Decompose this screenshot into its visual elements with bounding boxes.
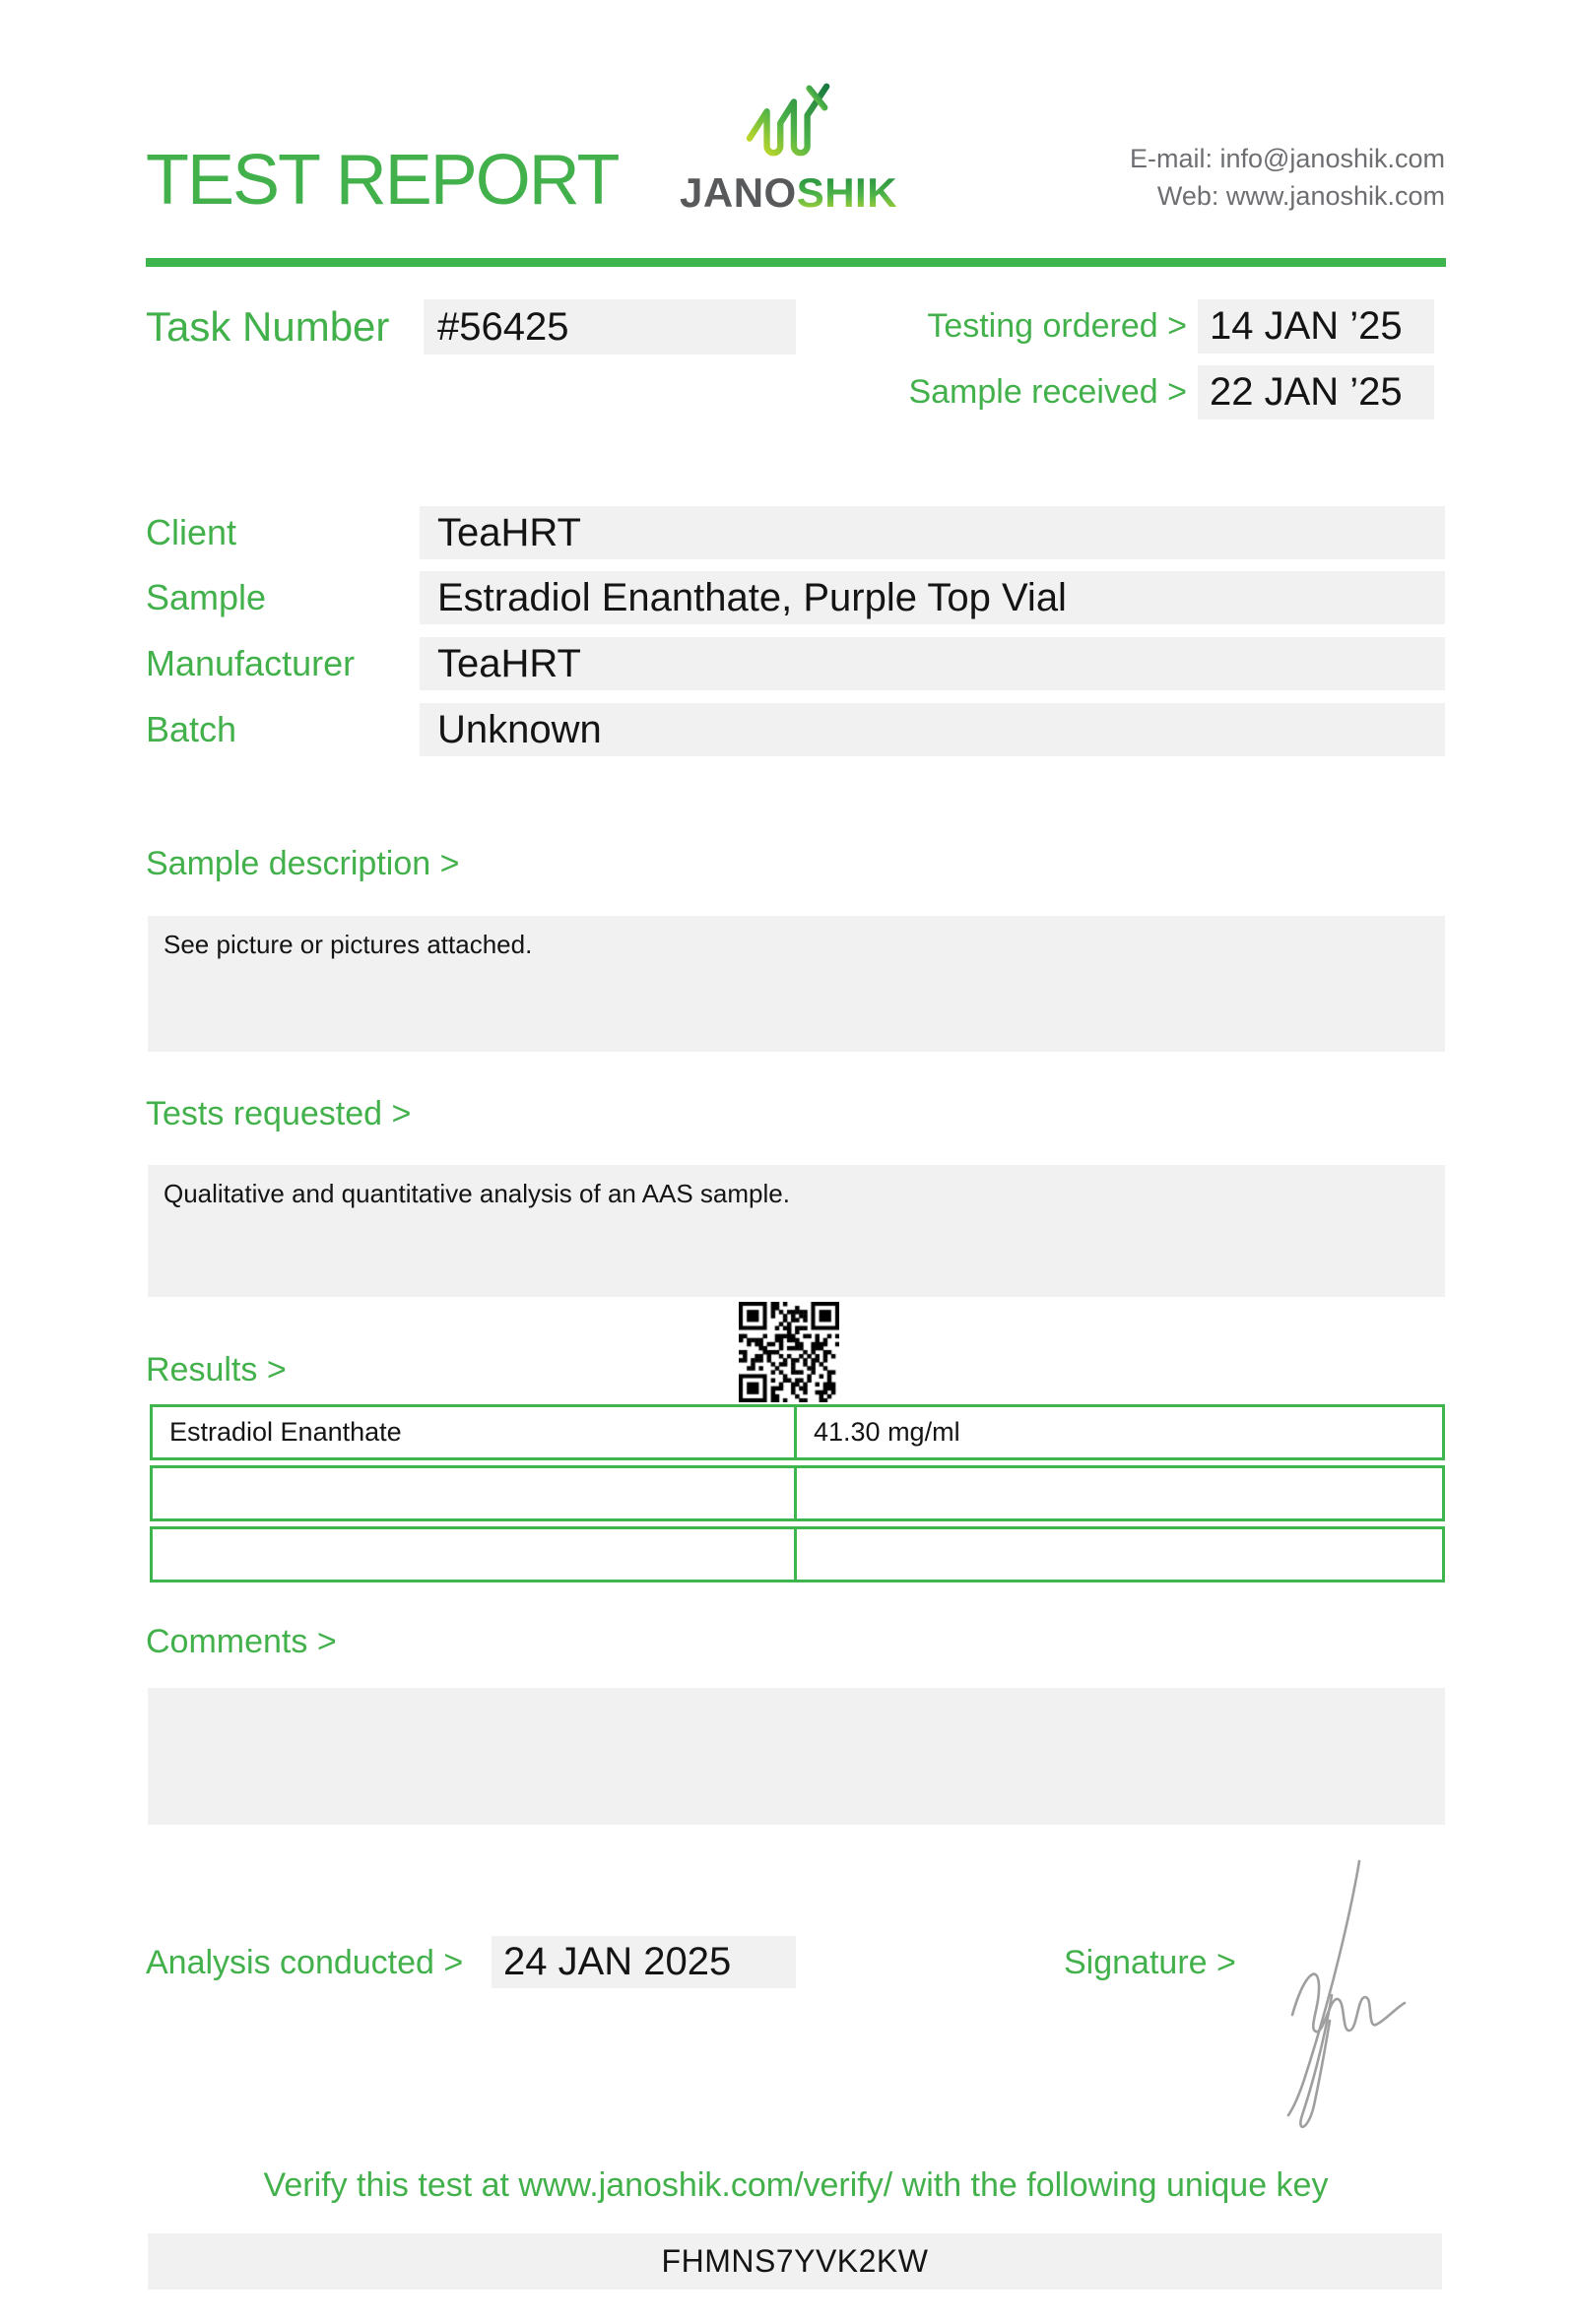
sample-description-heading: Sample description > — [146, 845, 460, 882]
result-value-cell: 41.30 mg/ml — [794, 1407, 1442, 1457]
results-table — [150, 1404, 1445, 1587]
unique-key: FHMNS7YVK2KW — [148, 2233, 1442, 2290]
qr-code — [739, 1302, 839, 1402]
batch-label: Batch — [146, 709, 237, 749]
manufacturer-value: TeaHRT — [420, 637, 1445, 690]
logo-text-shik: SHIK — [796, 169, 898, 216]
sample-label: Sample — [146, 577, 267, 617]
result-analyte-cell: Estradiol Enanthate — [169, 1417, 402, 1447]
testing-ordered-value: 14 JAN ’25 — [1198, 299, 1434, 354]
result-value-cell — [794, 1529, 1442, 1580]
comments-box — [148, 1688, 1445, 1825]
signature-label: Signature > — [1064, 1944, 1236, 1981]
tests-requested-heading: Tests requested > — [146, 1095, 412, 1132]
analysis-conducted-label: Analysis conducted > — [146, 1944, 464, 1981]
logo-wordmark — [680, 169, 896, 217]
handwritten-signature — [1249, 1847, 1407, 2139]
table-row — [150, 1526, 1445, 1582]
result-analyte-cell — [153, 1529, 794, 1580]
result-value-cell — [794, 1468, 1442, 1518]
sample-value: Estradiol Enanthate, Purple Top Vial — [420, 571, 1445, 624]
client-label: Client — [146, 512, 237, 552]
tests-requested-box — [148, 1165, 1445, 1297]
contact-email: E-mail: info@janoshik.com — [1129, 144, 1445, 173]
contact-block — [1130, 140, 1445, 215]
verify-instruction: Verify this test at www.janoshik.com/verify/ with the following unique key — [263, 2166, 1329, 2204]
testing-ordered-label: Testing ordered > — [927, 307, 1187, 345]
task-number-label: Task Number — [146, 303, 390, 350]
header-divider — [146, 258, 1446, 267]
logo-text-jano: JANO — [680, 169, 797, 216]
sample-received-label: Sample received > — [908, 373, 1187, 411]
task-number-value: #56425 — [424, 299, 796, 355]
table-row — [150, 1404, 1445, 1460]
results-heading: Results > — [146, 1351, 287, 1388]
sample-description-text: See picture or pictures attached. — [164, 930, 533, 959]
batch-value: Unknown — [420, 703, 1445, 756]
sample-description-box — [148, 916, 1445, 1052]
comments-heading: Comments > — [146, 1623, 337, 1660]
page-title: TEST REPORT — [146, 141, 619, 220]
result-analyte-cell — [153, 1468, 794, 1518]
table-row — [150, 1465, 1445, 1521]
contact-web: Web: www.janoshik.com — [1156, 181, 1445, 211]
tests-requested-text: Qualitative and quantitative analysis of an AAS sample. — [164, 1179, 790, 1208]
manufacturer-label: Manufacturer — [146, 643, 356, 683]
analysis-conducted-value: 24 JAN 2025 — [492, 1936, 796, 1988]
client-value: TeaHRT — [420, 506, 1445, 559]
sample-received-value: 22 JAN ’25 — [1198, 365, 1434, 420]
growth-chart-arrow-icon — [739, 77, 841, 163]
